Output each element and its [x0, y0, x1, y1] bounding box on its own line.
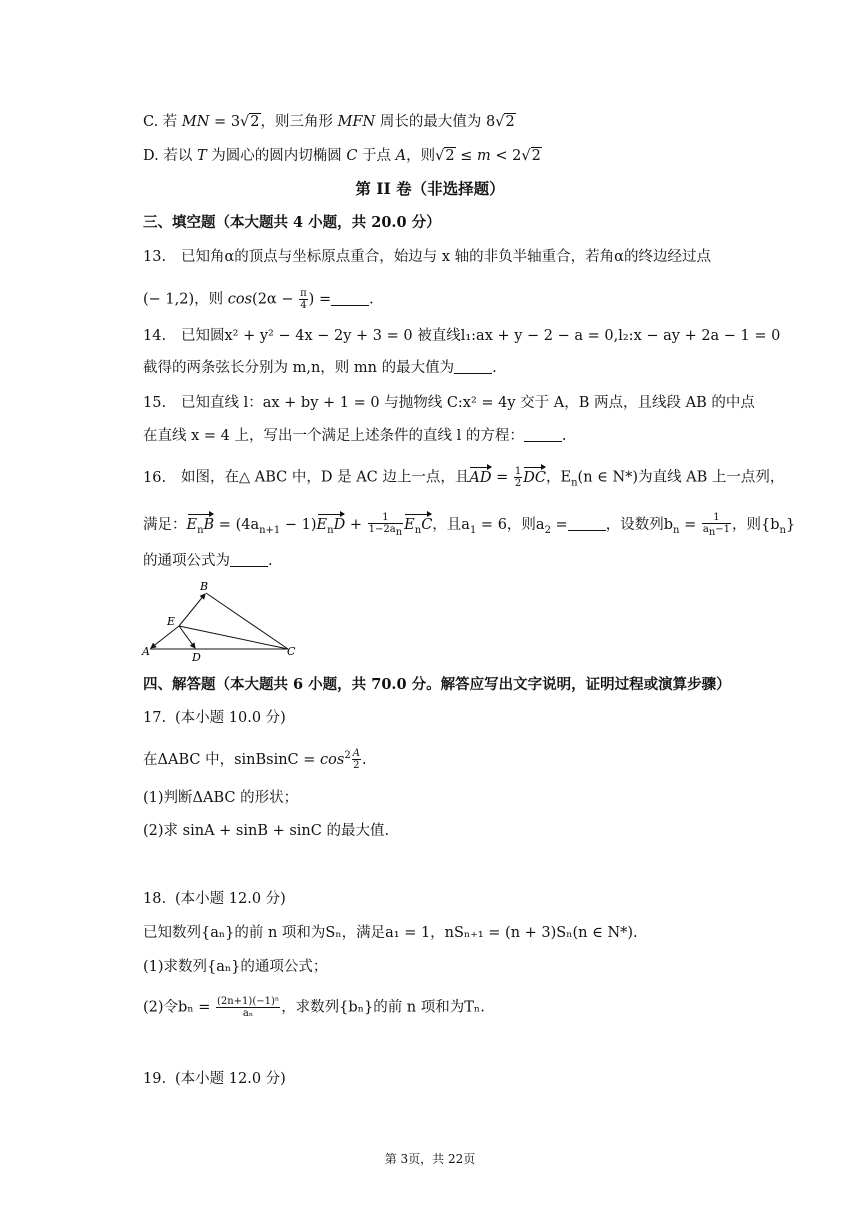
- question-16-line3: 的通项公式为 .: [143, 553, 273, 569]
- section-title: 第 II 卷（非选择题）: [355, 179, 505, 198]
- section-3-heading: 三、填空题（本大题共 4 小题，共 20.0 分）: [143, 214, 441, 231]
- section-4-heading: 四、解答题（本大题共 6 小题，共 70.0 分。解答应写出文字说明，证明过程或演算步骤）: [143, 676, 731, 693]
- vector-eb: [179, 594, 205, 626]
- question-19-header: 19. (本小题 12.0 分): [143, 1071, 286, 1087]
- question-16-line2: 满足：$E_nB = (4a_{n+1} - 1)E_nD$ + $\frac{1}{1-2a_n}$ $E_nC$，且$a_1 = 6$，则$a_2$ = ，设数列$b_n$ = $\frac{1}{a_n-1}$ ，则$\{b_n\}$: [143, 512, 795, 541]
- label-d: D: [192, 651, 201, 664]
- question-14-number: 14.: [143, 328, 167, 344]
- page-footer: 第 3页，共 22页: [384, 1152, 476, 1166]
- answer-blank[interactable]: [331, 291, 369, 306]
- vector-ea: [151, 626, 179, 648]
- question-15-line2: 在直线 x = 4 上，写出一个满足上述条件的直线 l 的方程： .: [143, 428, 567, 444]
- option-d: D. 若以 T 为圆心的圆内切椭圆 C 于点 A，则√2 ≤ m < 2√2: [143, 148, 541, 164]
- option-c: C. 若 MN = 3√2，则三角形 MFN 周长的最大值为 8√2: [143, 114, 515, 130]
- question-18-part1: (1)求数列{aₙ}的通项公式；: [143, 959, 328, 975]
- pi-over-4: $\frac{\pi}{4}$: [300, 288, 307, 311]
- question-17-header: 17. (本小题 10.0 分): [143, 710, 286, 726]
- triangle-figure: [140, 578, 310, 664]
- answer-blank[interactable]: [524, 427, 562, 442]
- option-d-label: D.: [143, 148, 159, 164]
- question-17-part1: (1)判断ΔABC 的形状；: [143, 790, 299, 806]
- question-13-line2: (− 1,2)，则 cos(2α − $\frac{\pi}{4}$ ) = .: [143, 288, 374, 311]
- vector-dc: DC: [523, 469, 546, 486]
- question-16-number: 16.: [143, 469, 167, 486]
- vector-enb: $E_nB$: [187, 515, 215, 541]
- question-17-line1: 在ΔABC 中，sinBsinC = $\cos^2$ $\frac{A}{2}$ .: [143, 748, 367, 772]
- question-15-line1: 15. 已知直线 l：ax + by + 1 = 0 与抛物线 C:x² = 4y 交于 A，B 两点，且线段 AB 的中点: [143, 395, 755, 411]
- option-c-label: C.: [143, 114, 159, 130]
- vector-end: $E_nD$: [317, 515, 346, 541]
- question-18-number: 18.: [143, 891, 167, 907]
- answer-blank[interactable]: [230, 552, 268, 567]
- question-19-number: 19.: [143, 1071, 167, 1087]
- question-17-part2: (2)求 sinA + sinB + sinC 的最大值.: [143, 823, 390, 839]
- question-18-part2: (2)令bₙ = $\frac{\text{(2n+1)(−1)ⁿ}}{\text{aₙ}}$ ，求数列{bₙ}的前 n 项和为Tₙ.: [143, 996, 485, 1019]
- label-c: C: [287, 645, 296, 658]
- question-16-line1: 16. 如图，在△ ABC 中，D 是 AC 边上一点，且AD = $\frac{1}{2}$ DC，$E_n(n$ ∈ N*)为直线 AB 上一点列，: [143, 466, 785, 489]
- label-b: B: [200, 580, 209, 593]
- vector-enc: $E_nC$: [404, 515, 432, 541]
- answer-blank[interactable]: [568, 516, 606, 531]
- question-15-number: 15.: [143, 395, 167, 411]
- label-e: E: [167, 615, 176, 628]
- question-14-line2: 截得的两条弦长分别为 m,n，则 mn 的最大值为 .: [143, 360, 497, 376]
- question-13-line1: 13. 已知角α的顶点与坐标原点重合，始边与 x 轴的非负半轴重合，若角α的终边经过点: [143, 249, 711, 265]
- question-18-line1: 已知数列{aₙ}的前 n 项和为Sₙ，满足a₁ = 1，nSₙ₊₁ = (n + 3)Sₙ(n ∈ N*).: [143, 925, 638, 941]
- label-a: A: [142, 645, 150, 658]
- answer-blank[interactable]: [454, 359, 492, 374]
- vector-ad: AD: [469, 469, 492, 486]
- question-14-line1: 14. 已知圆x² + y² − 4x − 2y + 3 = 0 被直线l₁:ax + y − 2 − a = 0,l₂:x − ay + 2a − 1 = 0: [143, 328, 781, 344]
- question-13-number: 13.: [143, 249, 167, 265]
- question-17-number: 17.: [143, 710, 167, 726]
- question-18-header: 18. (本小题 12.0 分): [143, 891, 286, 907]
